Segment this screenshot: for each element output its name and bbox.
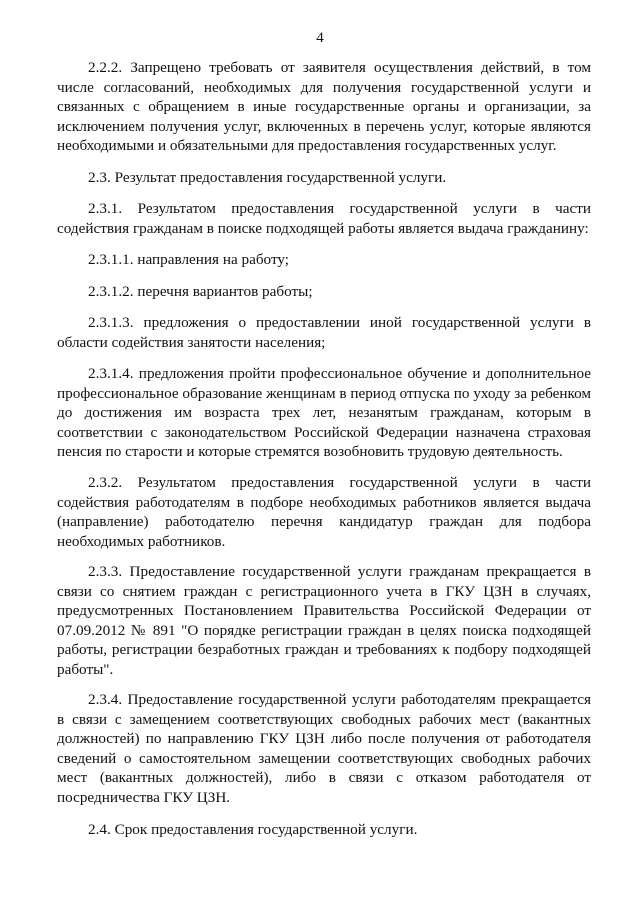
paragraph-2-3-1-4: 2.3.1.4. предложения пройти профессиональное обучение и дополнительное профессиональное образование женщинам в период отпуска по уходу за ребенком до достижения им возраста трех лет, незанятым гражданам, которым в соответствии с законодательством Российской Федерации назначена страховая пенсия по старости и которые стремятся возобновить трудовую деятельность. <box>57 365 591 460</box>
paragraph-2-3-1-1: 2.3.1.1. направления на работу; <box>88 251 289 268</box>
paragraph-2-3-1: 2.3.1. Результатом предоставления государственной услуги в части содействия гражданам в поиске подходящей работы является выдача гражданину: <box>57 200 591 237</box>
page-number: 4 <box>316 30 324 46</box>
paragraph-2-2-2: 2.2.2. Запрещено требовать от заявителя осуществления действий, в том числе согласований, необходимых для получения государственной услуги и связанных с обращением в иные государственные органы и организации, за исключением получения услуг, включенных в перечень услуг, которые являются необходимыми и обязательными для предоставления государственных услуг. <box>57 59 591 154</box>
paragraph-2-4: 2.4. Срок предоставления государственной услуги. <box>88 821 418 838</box>
paragraph-2-3: 2.3. Результат предоставления государственной услуги. <box>88 169 447 186</box>
paragraph-2-3-3: 2.3.3. Предоставление государственной услуги гражданам прекращается в связи со снятием граждан с регистрационного учета в ГКУ ЦЗН в случаях, предусмотренных Постановлением Правительства Российской Федерации от 07.09.2012 № 891 "О порядке регистрации граждан в целях поиска подходящей работы, регистрации безработных граждан и требованиях к подбору подходящей работы". <box>57 563 591 678</box>
paragraph-2-3-2: 2.3.2. Результатом предоставления государственной услуги в части содействия работодателям в подборе необходимых работников является выдача (направление) работодателю перечня кандидатур граждан для подбора необходимых работников. <box>57 474 591 550</box>
paragraph-2-3-1-3: 2.3.1.3. предложения о предоставлении иной государственной услуги в области содействия занятости населения; <box>57 314 591 351</box>
paragraph-2-3-1-2: 2.3.1.2. перечня вариантов работы; <box>88 283 313 300</box>
paragraph-2-3-4: 2.3.4. Предоставление государственной услуги работодателям прекращается в связи с замещением соответствующих свободных рабочих мест (вакантных должностей) по направлению ГКУ ЦЗН либо после получения от работодателя сведений о самостоятельном замещении соответствующих свободных рабочих мест (вакантных должностей), либо в связи с отказом работодателя от посредничества ГКУ ЦЗН. <box>57 691 591 806</box>
